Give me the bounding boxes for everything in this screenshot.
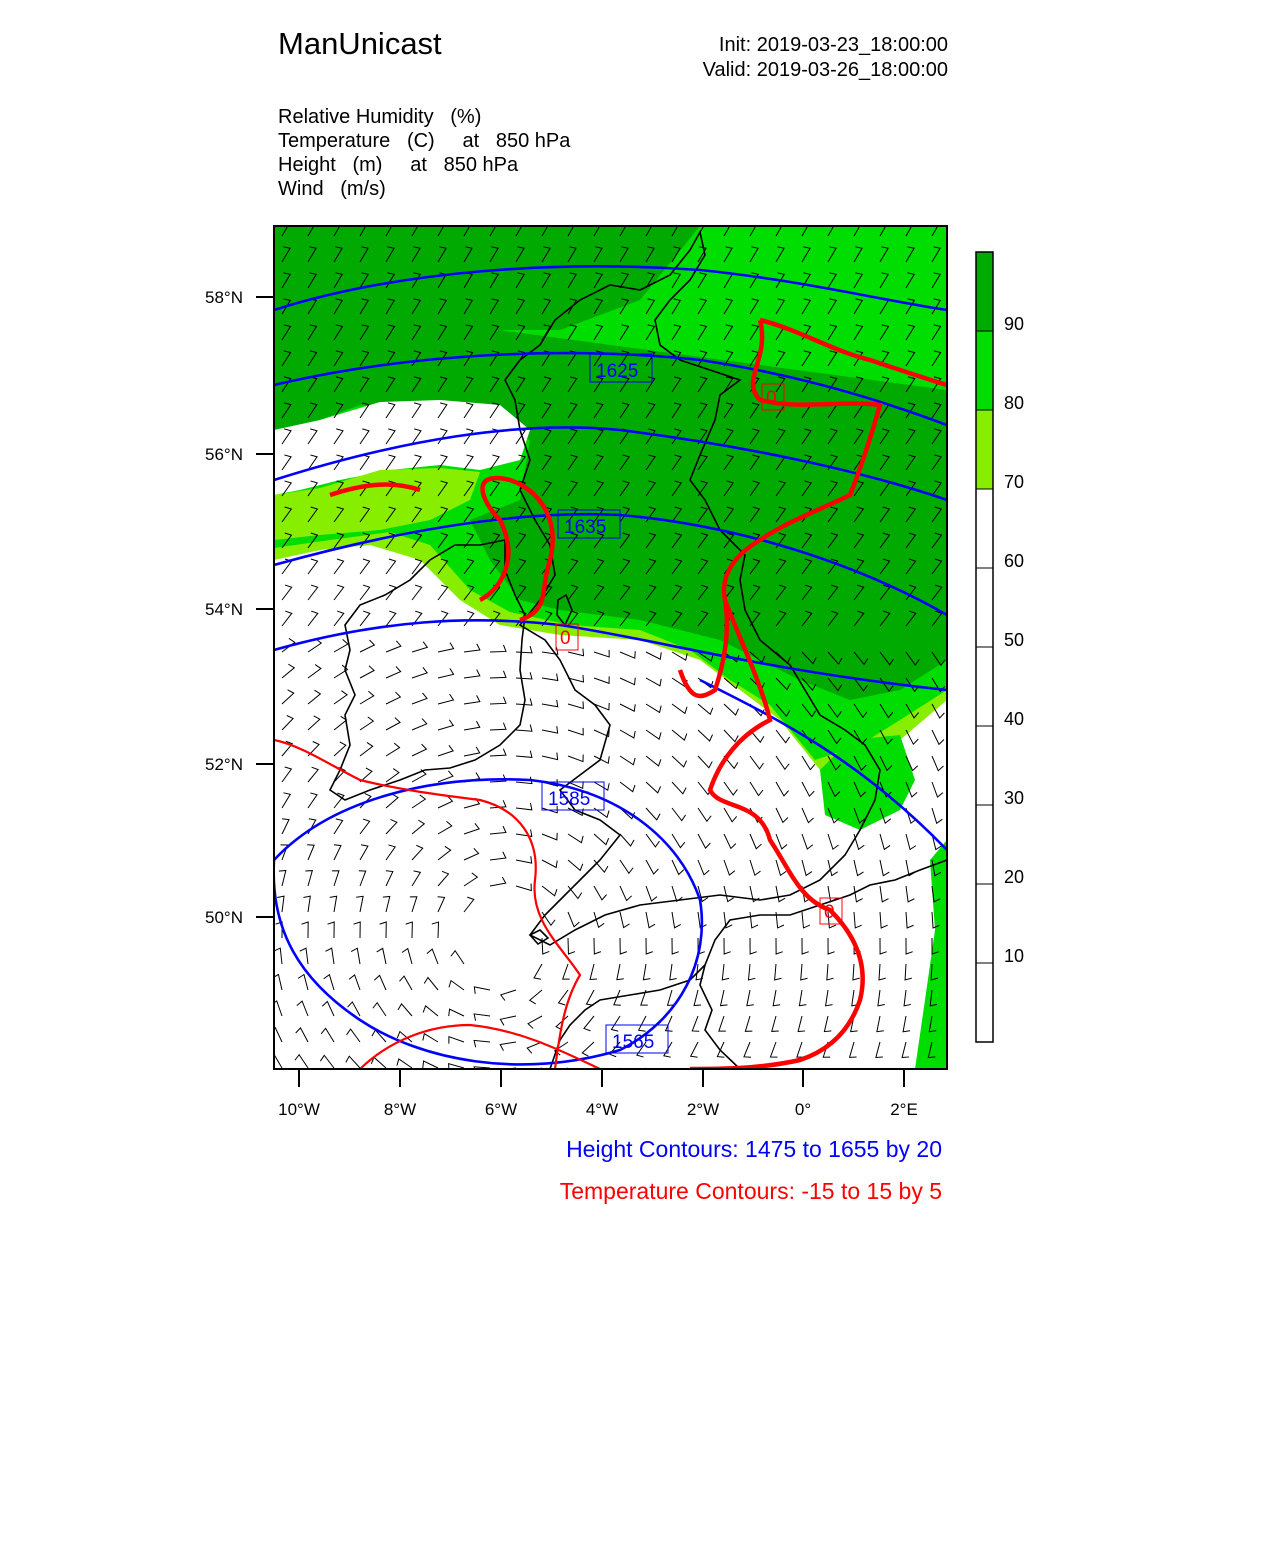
lon-label-0: 0°: [794, 1100, 812, 1119]
wind-barb: [769, 1068, 776, 1083]
latitude-axis: [205, 288, 274, 927]
wind-barb: [662, 1068, 672, 1083]
colorbar-segment: [976, 647, 993, 726]
colorbar-label-40: 40: [1004, 709, 1025, 729]
height-label-bottom: 1565: [612, 1032, 655, 1053]
colorbar-segment: [976, 963, 993, 1042]
wind-barb: [635, 1068, 646, 1083]
wind-barb: [822, 1068, 829, 1083]
colorbar-segment: [976, 331, 993, 410]
field-line-temperature: Temperature (C) at 850 hPa: [278, 130, 571, 152]
temperature-label-ne: 0: [766, 388, 777, 409]
colorbar-label-60: 60: [1004, 551, 1025, 571]
init-time: Init: 2019-03-23_18:00:00: [718, 34, 948, 56]
height-label-north: 1625: [596, 361, 639, 382]
lat-label-56n: 56°N: [205, 445, 243, 464]
app-title: ManUnicast: [278, 26, 442, 61]
lon-label-10w: 10°W: [278, 1100, 320, 1119]
height-contour-legend: Height Contours: 1475 to 1655 by 20: [566, 1136, 942, 1162]
wind-barb: [796, 1068, 803, 1083]
colorbar-segment: [976, 805, 993, 884]
valid-time: Valid: 2019-03-26_18:00:00: [702, 59, 948, 81]
lat-label-52n: 52°N: [205, 755, 243, 774]
lon-label-2w: 2°W: [686, 1100, 720, 1119]
field-line-height: Height (m) at 850 hPa: [278, 154, 519, 176]
lat-label-54n: 54°N: [205, 600, 243, 619]
field-line-rh: Relative Humidity (%): [278, 106, 482, 128]
wind-barb: [608, 1068, 620, 1082]
height-label-mid: 1635: [564, 517, 607, 538]
colorbar-segment: [976, 489, 993, 568]
temperature-label-channel: 0: [824, 902, 835, 923]
wind-barb: [689, 1068, 698, 1083]
colorbar-label-90: 90: [1004, 314, 1025, 334]
height-label-south: 1585: [548, 789, 591, 810]
lon-label-4w: 4°W: [585, 1100, 619, 1119]
lon-label-6w: 6°W: [484, 1100, 518, 1119]
lat-label-58n: 58°N: [205, 288, 243, 307]
rh-colorbar: [976, 252, 1024, 1042]
colorbar-segments: [976, 252, 993, 1042]
lon-label-8w: 8°W: [383, 1100, 417, 1119]
wind-barb: [743, 1068, 750, 1083]
colorbar-segment: [976, 726, 993, 805]
colorbar-segment: [976, 568, 993, 647]
colorbar-label-10: 10: [1004, 946, 1025, 966]
longitude-axis: [278, 1069, 918, 1119]
colorbar-segment: [976, 884, 993, 963]
colorbar-segment: [976, 410, 993, 489]
field-line-wind: Wind (m/s): [278, 178, 386, 200]
wind-barb: [581, 1068, 594, 1081]
lon-label-2e: 2°E: [890, 1100, 918, 1119]
temperature-label-irish-sea: 0: [560, 628, 571, 649]
wind-barb: [716, 1068, 724, 1083]
temperature-contour-legend: Temperature Contours: -15 to 15 by 5: [559, 1178, 942, 1204]
map-plot-area: [269, 221, 947, 1084]
colorbar-label-20: 20: [1004, 867, 1025, 887]
colorbar-label-80: 80: [1004, 393, 1025, 413]
colorbar-label-30: 30: [1004, 788, 1025, 808]
colorbar-label-70: 70: [1004, 472, 1025, 492]
colorbar-segment: [976, 252, 993, 331]
wind-barb: [927, 1068, 934, 1083]
colorbar-label-50: 50: [1004, 630, 1025, 650]
wind-barb: [849, 1068, 856, 1083]
wind-barb: [875, 1068, 882, 1083]
lat-label-50n: 50°N: [205, 908, 243, 927]
